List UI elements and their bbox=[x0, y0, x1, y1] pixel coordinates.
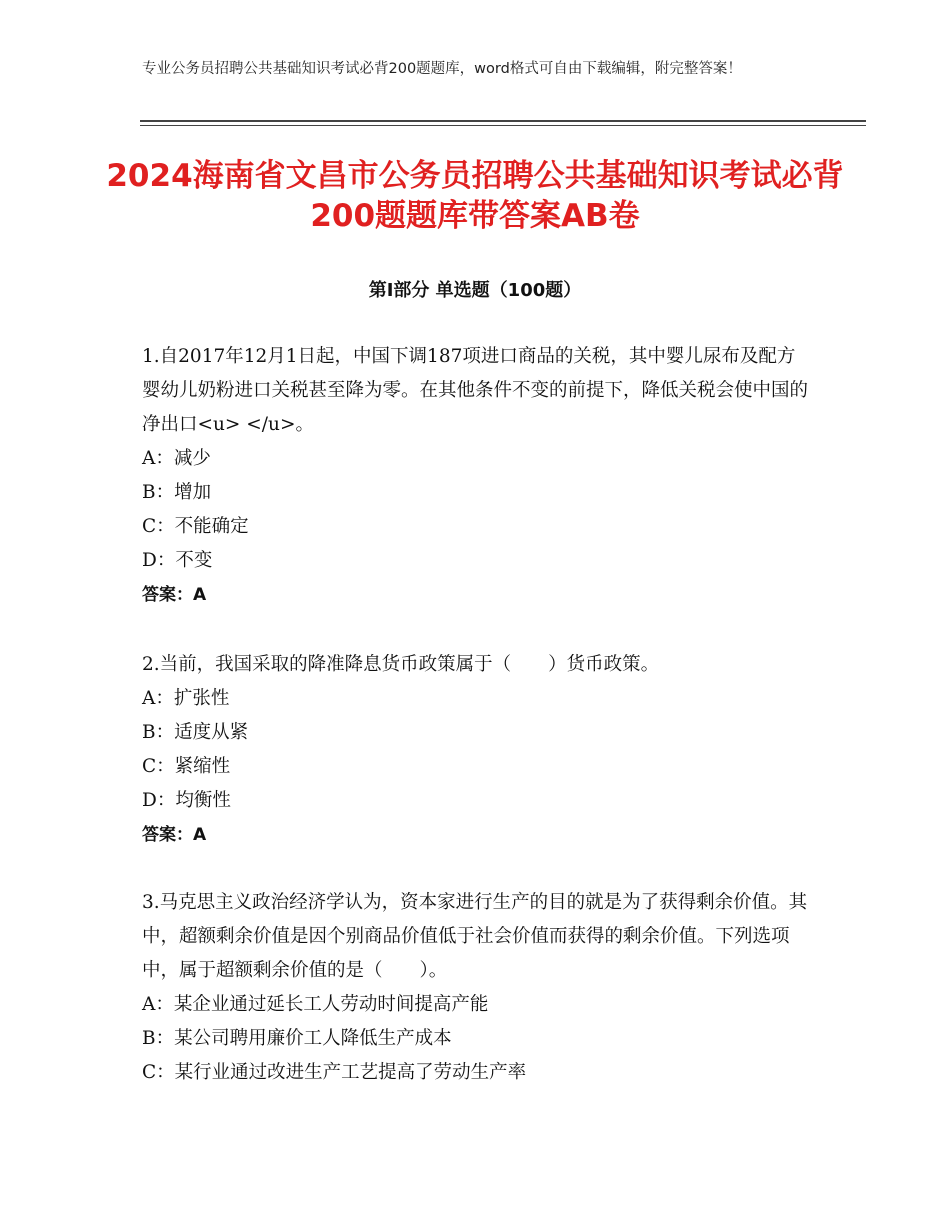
option-c: C：某行业通过改进生产工艺提高了劳动生产率 bbox=[142, 1062, 527, 1083]
header-note: 专业公务员招聘公共基础知识考试必背200题题库，word格式可自由下载编辑，附完整答案！ bbox=[142, 61, 742, 77]
section-title: 第Ⅰ部分 单选题（100题） bbox=[368, 280, 582, 301]
question-3 bbox=[142, 886, 812, 1090]
document-title: 2024海南省文昌市公务员招聘公共基础知识考试必背200题题库带答案AB卷 bbox=[106, 158, 844, 234]
option-a: A：扩张性 bbox=[142, 688, 230, 709]
option-b: B：某公司聘用廉价工人降低生产成本 bbox=[142, 1028, 452, 1049]
option-c: C：紧缩性 bbox=[142, 756, 231, 777]
option-c: C：不能确定 bbox=[142, 516, 249, 537]
option-d: D：均衡性 bbox=[142, 790, 231, 811]
answer: 答案：A bbox=[142, 825, 207, 845]
question-1 bbox=[142, 340, 812, 612]
option-d: D：不变 bbox=[142, 550, 213, 571]
option-a: A：某企业通过延长工人劳动时间提高产能 bbox=[142, 994, 489, 1015]
header-divider-thick bbox=[140, 120, 866, 122]
question-text: 1.自2017年12月1日起，中国下调187项进口商品的关税，其中婴儿尿布及配方婴幼儿奶粉进口关税甚至降为零。在其他条件不变的前提下，降低关税会使中国的净出口<u> </u>。 bbox=[142, 346, 809, 435]
option-b: B：适度从紧 bbox=[142, 722, 249, 743]
header-divider-thin bbox=[140, 125, 866, 126]
question-text: 3.马克思主义政治经济学认为，资本家进行生产的目的就是为了获得剩余价值。其中，超额剩余价值是因个别商品价值低于社会价值而获得的剩余价值。下列选项中，属于超额剩余价值的是（ ）。 bbox=[142, 892, 808, 981]
option-a: A：减少 bbox=[142, 448, 211, 469]
question-2 bbox=[142, 648, 812, 852]
option-b: B：增加 bbox=[142, 482, 212, 503]
question-text: 2.当前，我国采取的降准降息货币政策属于（ ）货币政策。 bbox=[142, 654, 660, 675]
answer: 答案：A bbox=[142, 585, 207, 605]
